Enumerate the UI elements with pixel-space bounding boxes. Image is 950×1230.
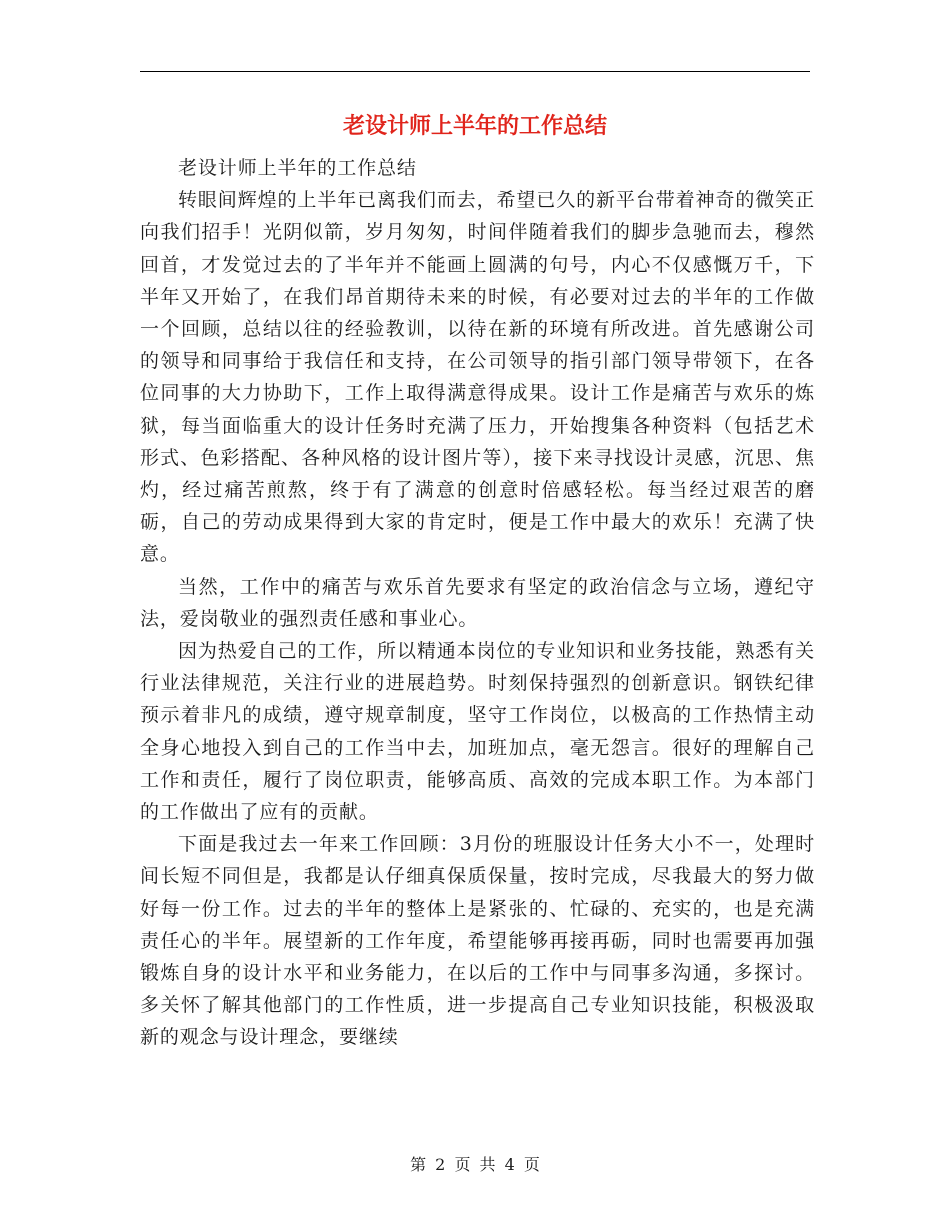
paragraph-skills: 因为热爱自己的工作，所以精通本岗位的专业知识和业务技能，熟悉有关行业法律规范，关注行业的进展趋势。时刻保持强烈的创新意识。钢铁纪律预示着非凡的成绩，遵守规章制度，坚守工作岗位，以极高的工作热情主动全身心地投入到自己的工作当中去，加班加点，毫无怨言。很好的理解自己工作和责任，履行了岗位职责，能够高质、高效的完成本职工作。为本部门的工作做出了应有的贡献。 <box>140 640 815 824</box>
document-body <box>140 152 815 1054</box>
document-title: 老设计师上半年的工作总结 <box>342 113 607 139</box>
paragraph-political: 当然，工作中的痛苦与欢乐首先要求有坚定的政治信念与立场，遵纪守法，爱岗敬业的强烈责任感和事业心。 <box>140 575 815 630</box>
header-rule <box>140 71 810 72</box>
page-number: 第 2 页 共 4 页 <box>410 1155 540 1174</box>
paragraph-intro: 转眼间辉煌的上半年已离我们而去，希望已久的新平台带着神奇的微笑正向我们招手！光阴似箭，岁月匆匆，时间伴随着我们的脚步急驰而去，穆然回首，才发觉过去的了半年并不能画上圆满的句号，内心不仅感慨万千，下半年又开始了，在我们昂首期待未来的时候，有必要对过去的半年的工作做一个回顾，总结以往的经验教训，以待在新的环境有所改进。首先感谢公司的领导和同事给于我信任和支持，在公司领导的指引部门领导带领下，在各位同事的大力协助下，工作上取得满意得成果。设计工作是痛苦与欢乐的炼狱，每当面临重大的设计任务时充满了压力，开始搜集各种资料（包括艺术形式、色彩搭配、各种风格的设计图片等），接下来寻找设计灵感，沉思、焦灼，经过痛苦煎熬，终于有了满意的创意时倍感轻松。每当经过艰苦的磨砺，自己的劳动成果得到大家的肯定时，便是工作中最大的欢乐！充满了快意。 <box>140 189 815 566</box>
paragraph-subtitle: 老设计师上半年的工作总结 <box>178 157 417 179</box>
paragraph-review: 下面是我过去一年来工作回顾：3月份的班服设计任务大小不一，处理时间长短不同但是，我都是认仔细真保质保量，按时完成，尽我最大的努力做好每一份工作。过去的半年的整体上是紧张的、忙碌的、充实的，也是充满责任心的半年。展望新的工作年度，希望能够再接再砺，同时也需要再加强锻炼自身的设计水平和业务能力，在以后的工作中与同事多沟通，多探讨。多关怀了解其他部门的工作性质，进一步提高自己专业知识技能，积极汲取新的观念与设计理念，要继续 <box>140 833 815 1049</box>
